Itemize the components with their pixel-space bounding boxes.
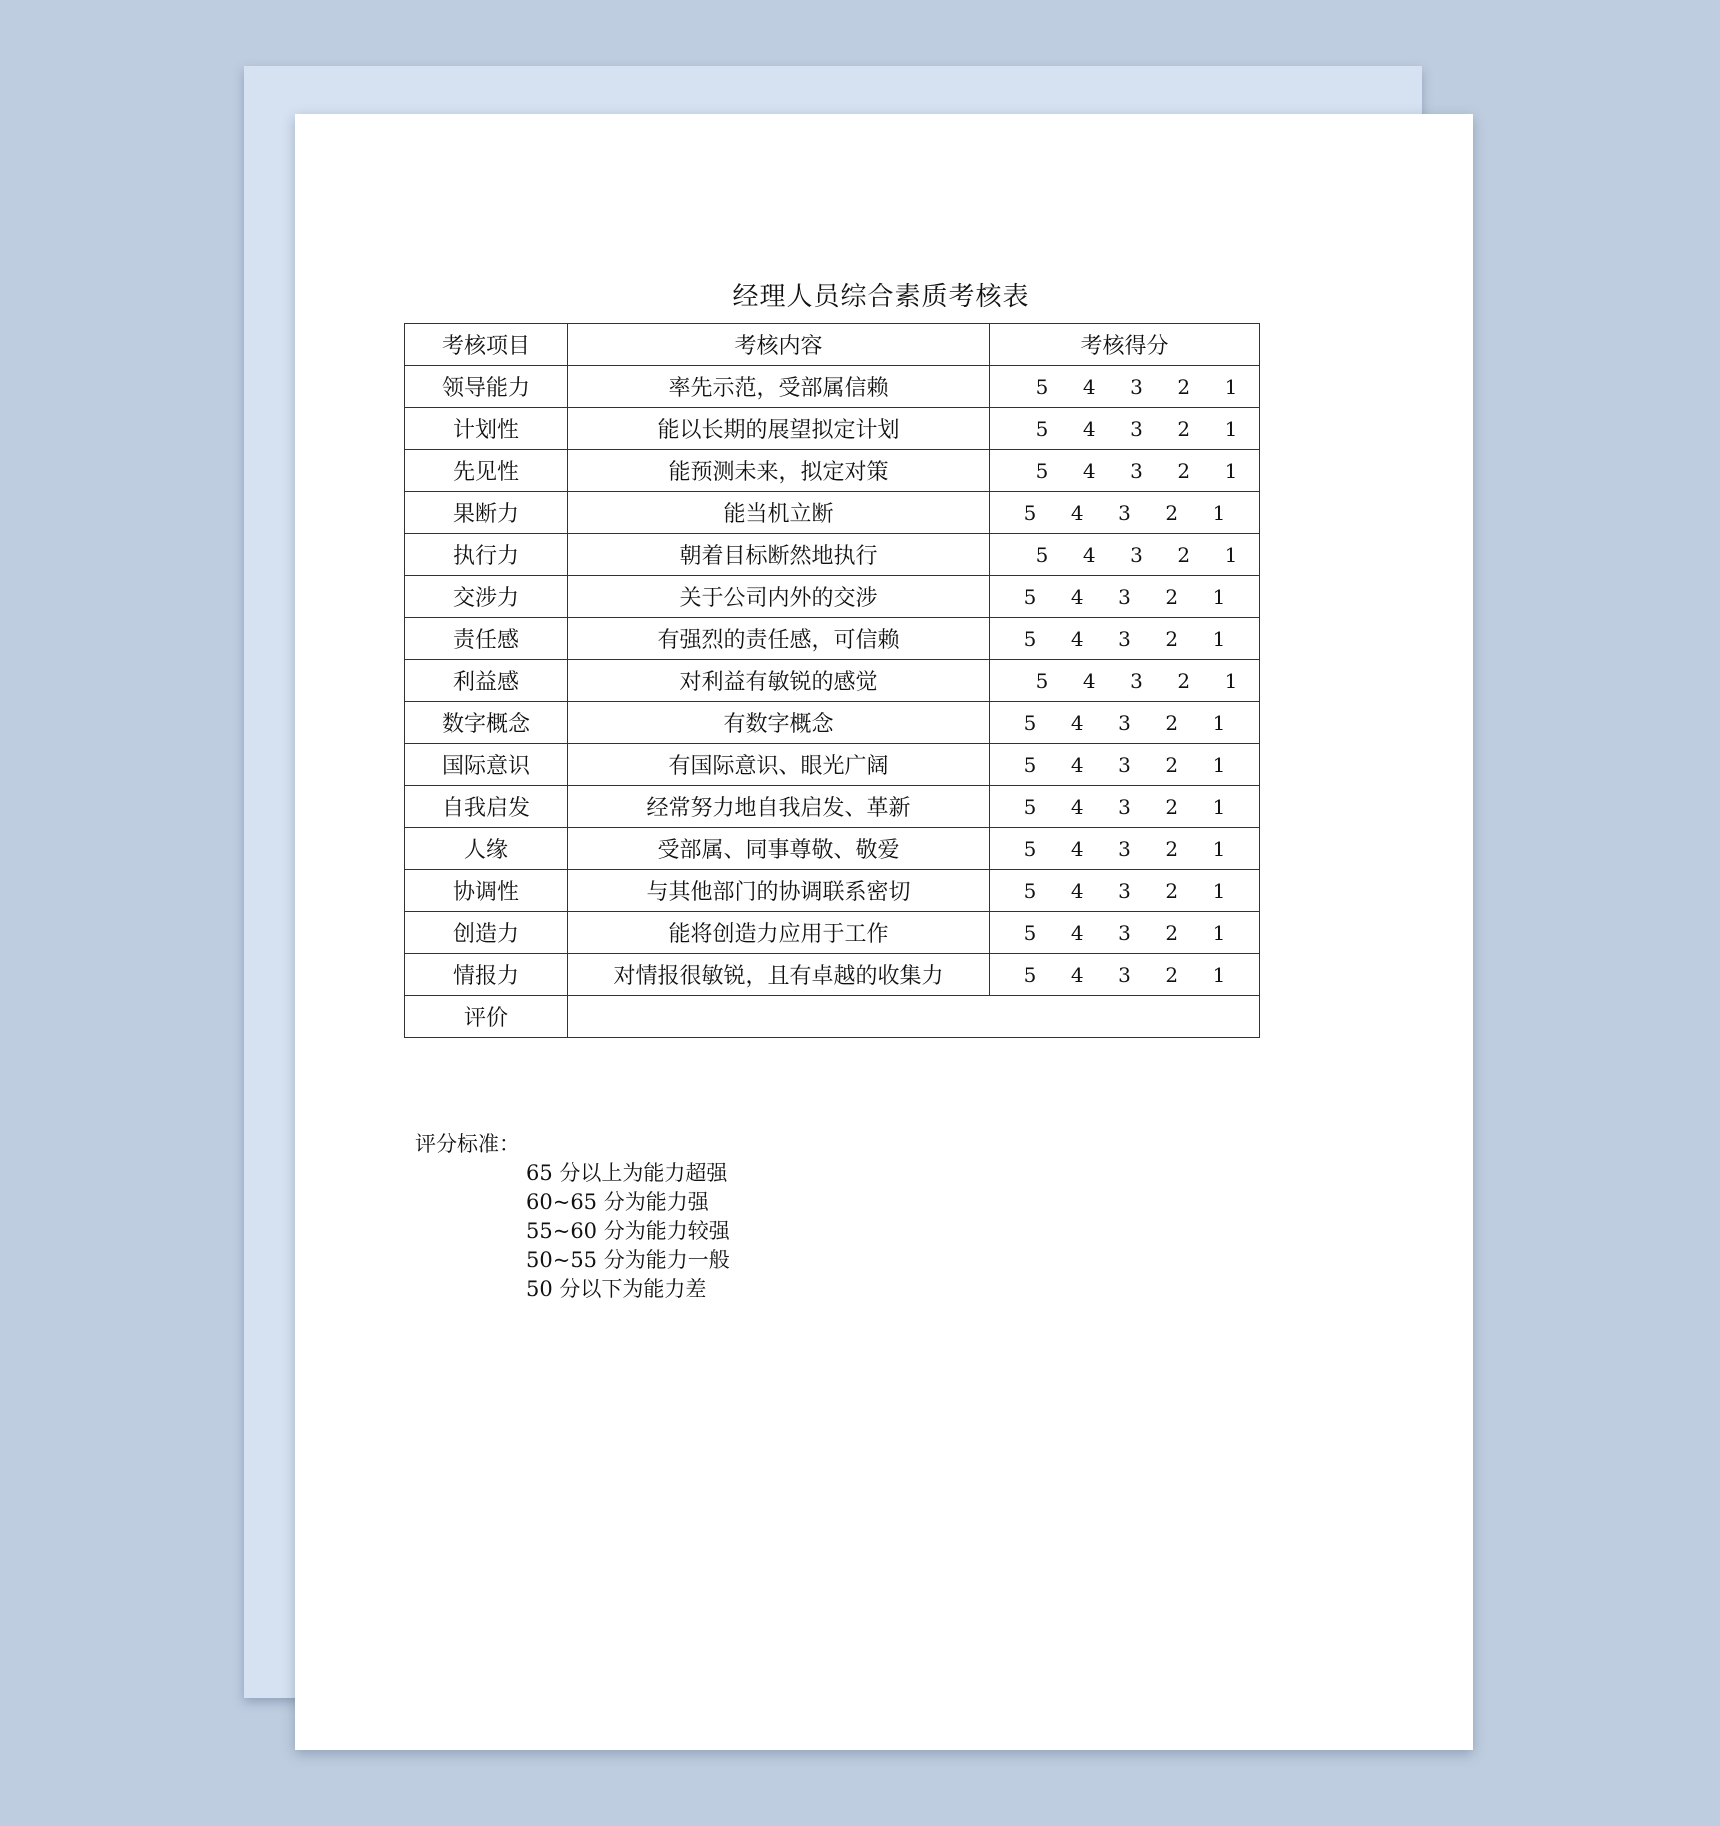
assessment-item: 协调性: [405, 870, 568, 912]
score-options: [990, 576, 1259, 617]
header-content: 考核内容: [568, 324, 990, 366]
criteria-line: 50~55 分为能力一般: [526, 1248, 730, 1272]
score-options: [990, 492, 1259, 533]
criteria-list: [415, 1159, 730, 1304]
score-option[interactable]: 1: [1224, 458, 1238, 483]
document-page: [295, 114, 1473, 1750]
score-option[interactable]: 1: [1212, 626, 1226, 651]
assessment-score-cell: [990, 576, 1260, 618]
score-option[interactable]: 5: [1023, 500, 1037, 525]
scoring-criteria: [415, 1130, 730, 1304]
assessment-content: 关于公司内外的交涉: [568, 576, 990, 618]
score-option[interactable]: 1: [1212, 962, 1226, 987]
assessment-item: 计划性: [405, 408, 568, 450]
assessment-item: 交涉力: [405, 576, 568, 618]
table-row: [405, 450, 1260, 492]
score-option[interactable]: 4: [1082, 542, 1096, 567]
score-option[interactable]: 2: [1165, 878, 1179, 903]
score-option[interactable]: 3: [1118, 626, 1131, 651]
score-option[interactable]: 3: [1130, 542, 1143, 567]
table-row: [405, 618, 1260, 660]
table-row: [405, 576, 1260, 618]
score-option[interactable]: 3: [1118, 794, 1131, 819]
score-option[interactable]: 1: [1212, 836, 1226, 861]
score-option[interactable]: 5: [1035, 374, 1049, 399]
assessment-score-cell: [990, 954, 1260, 996]
score-option[interactable]: 2: [1165, 710, 1179, 735]
score-options: [990, 786, 1259, 827]
score-options: [990, 618, 1259, 659]
score-option[interactable]: 5: [1035, 542, 1049, 567]
score-option[interactable]: 5: [1023, 836, 1037, 861]
score-option[interactable]: 5: [1035, 458, 1049, 483]
assessment-item: 情报力: [405, 954, 568, 996]
score-option[interactable]: 5: [1023, 752, 1037, 777]
score-options: [990, 870, 1259, 911]
score-options: [990, 660, 1259, 701]
score-option[interactable]: 4: [1070, 920, 1084, 945]
table-row: [405, 408, 1260, 450]
assessment-content: 能预测未来，拟定对策: [568, 450, 990, 492]
assessment-score-cell: [990, 912, 1260, 954]
score-option[interactable]: 1: [1212, 710, 1226, 735]
score-options: [990, 744, 1259, 785]
assessment-item: 利益感: [405, 660, 568, 702]
score-option[interactable]: 2: [1165, 584, 1179, 609]
score-option[interactable]: 1: [1212, 752, 1226, 777]
score-option[interactable]: 4: [1070, 962, 1084, 987]
assessment-item: 果断力: [405, 492, 568, 534]
table-body: [405, 366, 1260, 996]
assessment-item: 人缘: [405, 828, 568, 870]
score-option[interactable]: 2: [1165, 920, 1179, 945]
score-option[interactable]: 2: [1165, 794, 1179, 819]
score-option[interactable]: 1: [1212, 920, 1226, 945]
score-option[interactable]: 4: [1082, 458, 1096, 483]
score-option[interactable]: 1: [1212, 500, 1226, 525]
table-row: [405, 828, 1260, 870]
score-option[interactable]: 5: [1023, 878, 1037, 903]
score-option[interactable]: 3: [1118, 836, 1131, 861]
score-option[interactable]: 2: [1165, 752, 1179, 777]
score-option[interactable]: 2: [1165, 962, 1179, 987]
assessment-score-cell: [990, 828, 1260, 870]
score-option[interactable]: 3: [1118, 584, 1131, 609]
score-option[interactable]: 1: [1212, 794, 1226, 819]
assessment-content: 朝着目标断然地执行: [568, 534, 990, 576]
score-option[interactable]: 3: [1130, 374, 1143, 399]
assessment-score-cell: [990, 744, 1260, 786]
table-row: [405, 492, 1260, 534]
evaluation-label: 评价: [405, 996, 568, 1038]
criteria-line: 55~60 分为能力较强: [526, 1219, 730, 1243]
assessment-content: 经常努力地自我启发、革新: [568, 786, 990, 828]
score-option[interactable]: 3: [1130, 458, 1143, 483]
score-option[interactable]: 4: [1082, 374, 1096, 399]
score-options: [990, 450, 1259, 491]
table-row: [405, 954, 1260, 996]
score-options: [990, 954, 1259, 995]
criteria-line: 60~65 分为能力强: [526, 1190, 709, 1214]
score-option[interactable]: 2: [1165, 836, 1179, 861]
score-option[interactable]: 5: [1035, 668, 1049, 693]
score-option[interactable]: 4: [1082, 668, 1096, 693]
assessment-content: 能将创造力应用于工作: [568, 912, 990, 954]
assessment-content: 对情报很敏锐，且有卓越的收集力: [568, 954, 990, 996]
table-row: [405, 870, 1260, 912]
assessment-item: 国际意识: [405, 744, 568, 786]
score-option[interactable]: 2: [1165, 626, 1179, 651]
score-option[interactable]: 4: [1070, 752, 1084, 777]
assessment-content: 有国际意识、眼光广阔: [568, 744, 990, 786]
score-options: [990, 408, 1259, 449]
score-option[interactable]: 2: [1177, 458, 1191, 483]
assessment-item: 执行力: [405, 534, 568, 576]
header-item: 考核项目: [405, 324, 568, 366]
score-options: [990, 828, 1259, 869]
score-option[interactable]: 2: [1177, 542, 1191, 567]
evaluation-field[interactable]: [568, 996, 1260, 1038]
score-option[interactable]: 4: [1070, 584, 1084, 609]
table-row: [405, 786, 1260, 828]
score-options: [990, 912, 1259, 953]
score-option[interactable]: 5: [1023, 962, 1037, 987]
score-option[interactable]: 4: [1070, 710, 1084, 735]
assessment-score-cell: [990, 660, 1260, 702]
score-option[interactable]: 5: [1023, 584, 1037, 609]
assessment-score-cell: [990, 408, 1260, 450]
score-option[interactable]: 1: [1212, 584, 1226, 609]
assessment-item: 自我启发: [405, 786, 568, 828]
table-row: [405, 744, 1260, 786]
assessment-item: 责任感: [405, 618, 568, 660]
table-header-row: [405, 324, 1260, 366]
assessment-score-cell: [990, 786, 1260, 828]
score-options: [990, 702, 1259, 743]
table-row: [405, 366, 1260, 408]
criteria-line: 65 分以上为能力超强: [526, 1161, 728, 1185]
score-option[interactable]: 4: [1070, 500, 1084, 525]
score-option[interactable]: 1: [1224, 668, 1238, 693]
score-option[interactable]: 1: [1212, 878, 1226, 903]
score-option[interactable]: 5: [1023, 626, 1037, 651]
score-option[interactable]: 5: [1035, 416, 1049, 441]
score-option[interactable]: 3: [1118, 710, 1131, 735]
assessment-table: [404, 323, 1260, 1038]
score-option[interactable]: 3: [1118, 962, 1131, 987]
assessment-content: 能当机立断: [568, 492, 990, 534]
table-row: [405, 702, 1260, 744]
score-option[interactable]: 3: [1118, 878, 1131, 903]
score-options: [990, 366, 1259, 407]
score-option[interactable]: 2: [1165, 500, 1179, 525]
score-option[interactable]: 1: [1224, 542, 1238, 567]
assessment-content: 有强烈的责任感，可信赖: [568, 618, 990, 660]
score-option[interactable]: 3: [1118, 752, 1131, 777]
document-title: 经理人员综合素质考核表: [732, 282, 1030, 312]
criteria-heading: 评分标准：: [415, 1132, 520, 1156]
score-option[interactable]: 5: [1023, 920, 1037, 945]
score-option[interactable]: 4: [1070, 836, 1084, 861]
assessment-content: 与其他部门的协调联系密切: [568, 870, 990, 912]
score-option[interactable]: 4: [1070, 794, 1084, 819]
assessment-item: 先见性: [405, 450, 568, 492]
score-option[interactable]: 4: [1070, 626, 1084, 651]
score-options: [990, 534, 1259, 575]
score-option[interactable]: 3: [1118, 500, 1131, 525]
assessment-score-cell: [990, 870, 1260, 912]
assessment-content: 受部属、同事尊敬、敬爱: [568, 828, 990, 870]
score-option[interactable]: 3: [1118, 920, 1131, 945]
assessment-score-cell: [990, 450, 1260, 492]
score-option[interactable]: 1: [1224, 374, 1238, 399]
score-option[interactable]: 2: [1177, 374, 1191, 399]
score-option[interactable]: 4: [1070, 878, 1084, 903]
assessment-content: 能以长期的展望拟定计划: [568, 408, 990, 450]
score-option[interactable]: 5: [1023, 710, 1037, 735]
assessment-score-cell: [990, 534, 1260, 576]
assessment-score-cell: [990, 702, 1260, 744]
header-score: 考核得分: [990, 324, 1260, 366]
assessment-content: 有数字概念: [568, 702, 990, 744]
assessment-score-cell: [990, 366, 1260, 408]
table-row: [405, 534, 1260, 576]
score-option[interactable]: 1: [1224, 416, 1238, 441]
assessment-score-cell: [990, 618, 1260, 660]
assessment-content: 对利益有敏锐的感觉: [568, 660, 990, 702]
evaluation-row: [405, 996, 1260, 1038]
assessment-score-cell: [990, 492, 1260, 534]
score-option[interactable]: 5: [1023, 794, 1037, 819]
assessment-content: 率先示范，受部属信赖: [568, 366, 990, 408]
score-option[interactable]: 2: [1177, 668, 1191, 693]
table-row: [405, 660, 1260, 702]
score-option[interactable]: 4: [1082, 416, 1096, 441]
assessment-item: 领导能力: [405, 366, 568, 408]
score-option[interactable]: 3: [1130, 668, 1143, 693]
assessment-item: 数字概念: [405, 702, 568, 744]
score-option[interactable]: 2: [1177, 416, 1191, 441]
score-option[interactable]: 3: [1130, 416, 1143, 441]
assessment-item: 创造力: [405, 912, 568, 954]
criteria-line: 50 分以下为能力差: [526, 1277, 707, 1301]
table-row: [405, 912, 1260, 954]
